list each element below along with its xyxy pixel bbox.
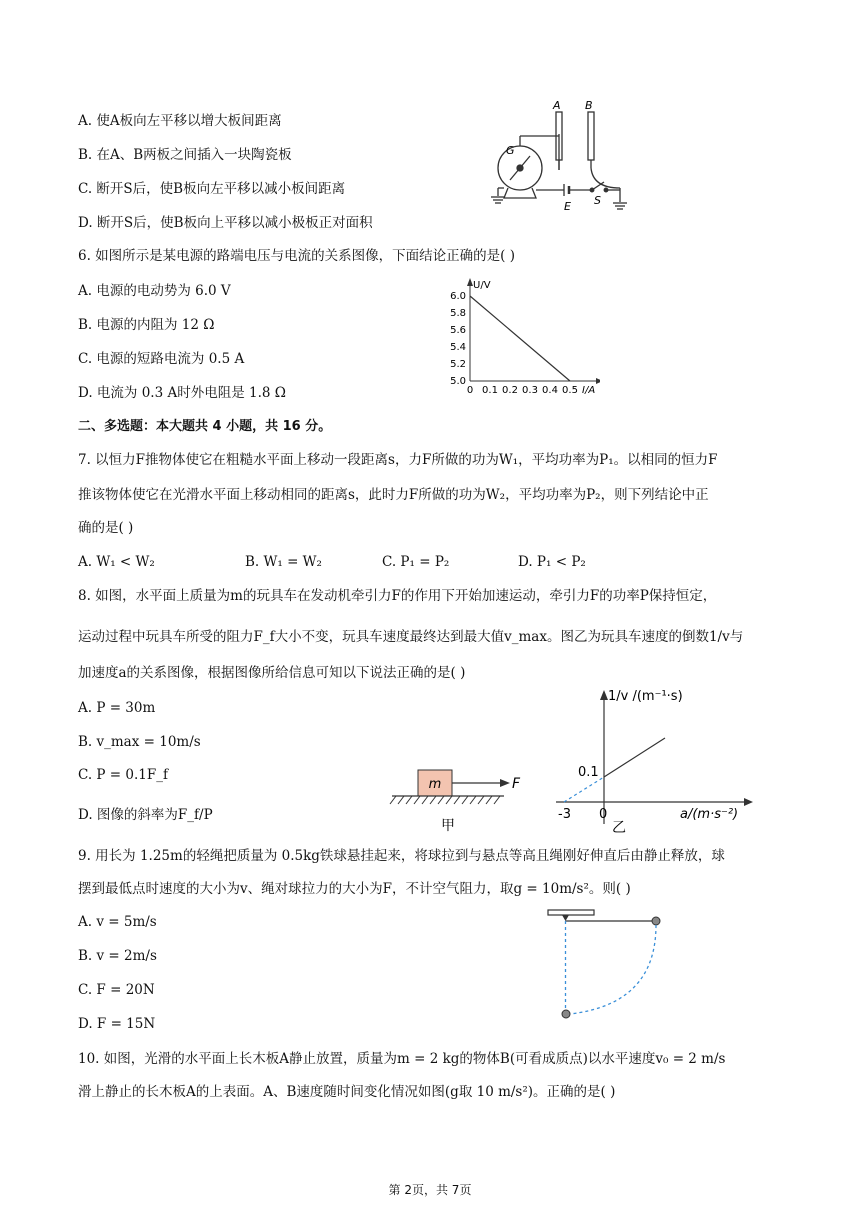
switch-label: S (594, 194, 601, 207)
chart-y-label: U/V (473, 280, 491, 291)
chart-y-tick: 5.2 (450, 359, 466, 370)
q7-line-3: 确的是( ) (78, 520, 134, 536)
x-axis-label: a/(m·s⁻²) (680, 807, 739, 822)
q8-line-3: 加速度a的关系图像，根据图像所给信息可知以下说法正确的是( ) (78, 665, 466, 681)
q5-option-b: B. 在A、B两板之间插入一块陶瓷板 (78, 147, 292, 163)
figure-yi-caption: 乙 (612, 820, 626, 836)
chart-y-tick: 5.8 (450, 308, 466, 319)
q10-line-1: 10. 如图，光滑的水平面上长木板A静止放置，质量为m = 2 kg的物体B(可看成质点)以水平速度v₀ = 2 m/s (78, 1051, 726, 1067)
capacitor-circuit-figure (480, 98, 640, 226)
section-heading: 二、多选题：本大题共 4 小题，共 16 分。 (78, 419, 332, 434)
q5-option-a: A. 使A板向左平移以增大板间距离 (78, 113, 282, 129)
chart-y-tick: 6.0 (450, 291, 466, 302)
chart-series-line (470, 296, 570, 381)
chart-x-tick: 0.3 (522, 385, 538, 396)
q7-option-a: A. W₁ < W₂ (78, 554, 155, 570)
q5-option-c: C. 断开S后，使B板向左平移以减小板间距离 (78, 181, 346, 197)
origin-label: 0 (599, 807, 608, 822)
q6-option-d: D. 电流为 0.3 A时外电阻是 1.8 Ω (78, 385, 286, 401)
q7-line-2: 推该物体使它在光滑水平面上移动相同的距离s，此时力F所做的功为W₂，平均功率为P₂，则下列结论中正 (78, 487, 709, 503)
q6-option-b: B. 电源的内阻为 12 Ω (78, 317, 215, 333)
q9-option-c: C. F = 20N (78, 982, 155, 998)
mass-label: m (428, 777, 442, 792)
chart-x-tick: 0.4 (542, 385, 558, 396)
figure-jia-caption: 甲 (441, 818, 455, 834)
q10-line-2: 滑上静止的长木板A的上表面。A、B速度随时间变化情况如图(g取 10 m/s²)。正确的是( ) (78, 1084, 616, 1100)
q6-option-a: A. 电源的电动势为 6.0 V (78, 283, 231, 299)
chart-y-tick: 5.4 (450, 342, 466, 353)
chart-y-tick: 5.6 (450, 325, 466, 336)
q8-line-2: 运动过程中玩具车所受的阻力F_f大小不变，玩具车速度最终达到最大值v_max。图乙为玩具车速度的倒数1/v与 (78, 629, 744, 645)
q9-option-a: A. v = 5m/s (78, 914, 157, 930)
page-footer: 第 2页，共 7页 (388, 1183, 472, 1197)
x-neg-label: -3 (558, 807, 571, 822)
chart-x-tick: 0.1 (482, 385, 498, 396)
inverse-velocity-graph (548, 686, 758, 836)
q8-option-a: A. P = 30m (78, 700, 156, 716)
toy-car-figure (388, 764, 528, 838)
u-i-chart (440, 278, 600, 400)
q9-option-b: B. v = 2m/s (78, 948, 157, 964)
chart-y-tick: 5.0 (450, 376, 466, 387)
battery-label: E (564, 200, 571, 213)
y-value-label: 0.1 (578, 765, 599, 780)
q9-line-1: 9. 用长为 1.25m的轻绳把质量为 0.5kg铁球悬挂起来，将球拉到与悬点等高且绳刚好伸直后由静止释放，球 (78, 848, 725, 864)
q9-option-d: D. F = 15N (78, 1016, 156, 1032)
q7-option-c: C. P₁ = P₂ (382, 554, 450, 570)
q9-line-2: 摆到最低点时速度的大小为v、绳对球拉力的大小为F，不计空气阻力，取g = 10m/s²。则( ) (78, 881, 631, 897)
q8-option-d: D. 图像的斜率为F_f/P (78, 807, 213, 823)
q5-option-d: D. 断开S后，使B板向上平移以减小极板正对面积 (78, 215, 373, 231)
q7-option-b: B. W₁ = W₂ (245, 554, 322, 570)
q8-option-c: C. P = 0.1F_f (78, 767, 168, 783)
x-axis-arrow (596, 378, 600, 384)
q7-option-d: D. P₁ < P₂ (518, 554, 586, 570)
chart-x-label: I/A (582, 385, 596, 396)
plate-a-label: A (553, 99, 561, 112)
chart-x-tick: 0 (466, 385, 474, 396)
q6-stem: 6. 如图所示是某电源的路端电压与电流的关系图像，下面结论正确的是( ) (78, 248, 515, 264)
pendulum-figure (540, 906, 670, 1024)
force-label: F (512, 776, 521, 792)
plate-b-label: B (585, 99, 593, 112)
q7-line-1: 7. 以恒力F推物体使它在粗糙水平面上移动一段距离s，力F所做的功为W₁，平均功率为P₁。以相同的恒力F (78, 452, 718, 468)
q8-line-1: 8. 如图，水平面上质量为m的玩具车在发动机牵引力F的作用下开始加速运动，牵引力F的功率P保持恒定， (78, 588, 717, 604)
electroscope-label: G (506, 144, 515, 157)
force-arrow-icon (500, 779, 510, 787)
q8-option-b: B. v_max = 10m/s (78, 734, 201, 750)
chart-x-tick: 0.2 (502, 385, 518, 396)
y-axis-label: 1/v /(m⁻¹·s) (608, 689, 683, 704)
chart-x-tick: 0.5 (562, 385, 578, 396)
q6-option-c: C. 电源的短路电流为 0.5 A (78, 351, 245, 367)
